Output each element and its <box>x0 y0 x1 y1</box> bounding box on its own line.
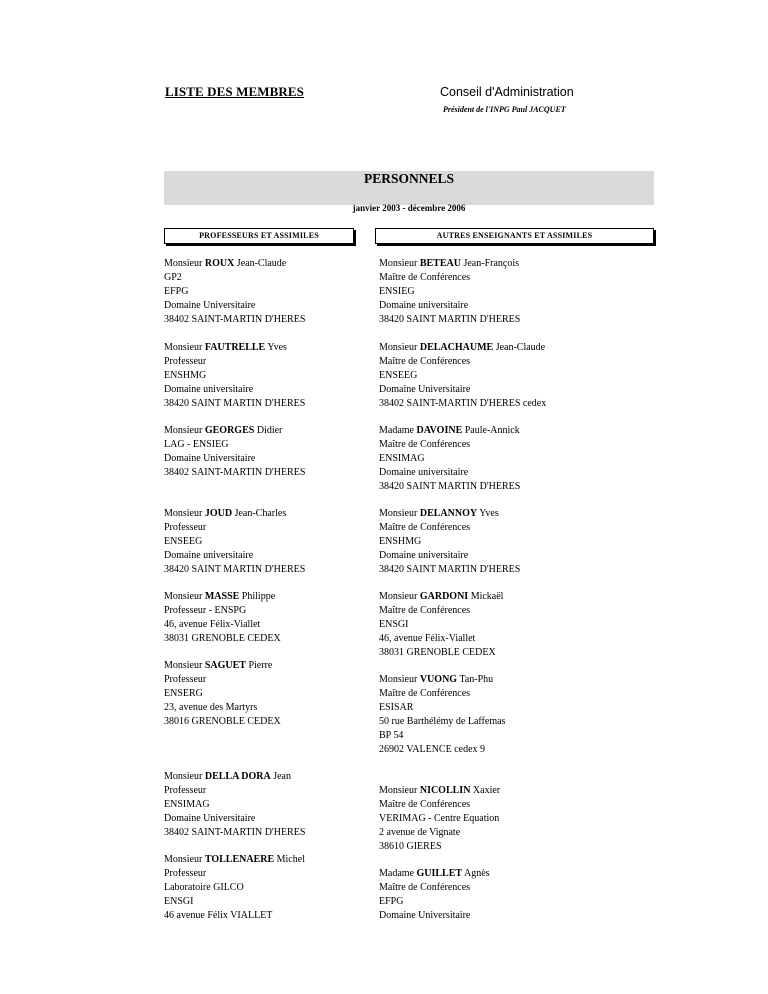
member-detail-line: 26902 VALENCE cedex 9 <box>379 744 486 755</box>
member-detail-line: Maître de Conférences <box>379 272 471 283</box>
section-title: PERSONNELS <box>363 171 455 186</box>
member-civility: Madame <box>379 868 417 879</box>
member-civility: Monsieur <box>379 591 420 602</box>
member-detail-line: Maître de Conférences <box>379 439 471 450</box>
member-detail-line: 38402 SAINT-MARTIN D'HERES <box>164 827 306 838</box>
member-detail-line: ENSIMAG <box>164 799 210 810</box>
member-entry <box>379 341 546 411</box>
member-name <box>164 659 281 673</box>
member-name <box>379 507 520 521</box>
member-name <box>379 673 505 687</box>
member-firstname: Mickaël <box>468 591 504 602</box>
member-surname: DAVOINE <box>416 425 463 436</box>
member-detail-line: 38420 SAINT MARTIN D'HERES <box>164 398 306 409</box>
member-detail-line: Domaine Universitaire <box>164 300 256 311</box>
member-name <box>164 507 305 521</box>
member-detail-line: Domaine Universitaire <box>164 813 256 824</box>
member-firstname: Yves <box>477 508 499 519</box>
member-name <box>379 424 520 438</box>
member-surname: GARDONI <box>419 591 469 602</box>
member-detail-line: Domaine universitaire <box>379 467 469 478</box>
member-detail-line: 38402 SAINT-MARTIN D'HERES <box>164 314 306 325</box>
member-detail-line: 38420 SAINT MARTIN D'HERES <box>379 481 521 492</box>
member-civility: Monsieur <box>164 258 205 269</box>
member-detail-line: 46, avenue Félix-Viallet <box>379 633 476 644</box>
member-detail-line: Domaine universitaire <box>379 550 469 561</box>
member-civility: Monsieur <box>164 425 205 436</box>
member-surname: GEORGES <box>204 425 255 436</box>
member-detail-line: ENSIEG <box>379 286 415 297</box>
member-detail-line: Laboratoire GILCO <box>164 882 244 893</box>
member-detail-line: Professeur - ENSPG <box>164 605 247 616</box>
member-firstname: Yves <box>265 342 287 353</box>
member-entry <box>379 590 503 660</box>
member-name <box>379 784 500 798</box>
member-detail-line: Professeur <box>164 674 207 685</box>
member-entry <box>164 853 305 923</box>
member-detail-line: ENSERG <box>164 688 203 699</box>
member-detail-line: 46 avenue Félix VIALLET <box>164 910 273 921</box>
member-detail-line: GP2 <box>164 272 182 283</box>
member-detail-line: LAG - ENSIEG <box>164 439 229 450</box>
member-detail-line: Maître de Conférences <box>379 882 471 893</box>
member-detail-line: Domaine Universitaire <box>164 453 256 464</box>
member-firstname: Philippe <box>239 591 276 602</box>
member-detail-line: ESISAR <box>379 702 414 713</box>
member-detail-line: EFPG <box>379 896 404 907</box>
member-name <box>379 341 546 355</box>
member-surname: VUONG <box>419 674 458 685</box>
member-name <box>164 424 305 438</box>
member-firstname: Paule-Annick <box>462 425 520 436</box>
member-detail-line: Domaine universitaire <box>164 550 254 561</box>
council-name: Conseil d'Administration <box>440 85 574 99</box>
member-detail-line: ENSEEG <box>379 370 418 381</box>
member-name <box>164 257 305 271</box>
member-detail-line: 38420 SAINT MARTIN D'HERES <box>164 564 306 575</box>
member-detail-line: ENSGI <box>164 896 194 907</box>
member-civility: Monsieur <box>379 258 420 269</box>
member-surname: GUILLET <box>416 868 463 879</box>
left-column-header: PROFESSEURS ET ASSIMILES <box>164 228 354 244</box>
right-column-header: AUTRES ENSEIGNANTS ET ASSIMILES <box>375 228 654 244</box>
member-detail-line: EFPG <box>164 286 189 297</box>
member-entry <box>164 341 305 411</box>
member-surname: DELLA DORA <box>204 771 271 782</box>
member-civility: Monsieur <box>164 591 205 602</box>
member-firstname: Jean <box>270 771 291 782</box>
member-civility: Monsieur <box>164 342 205 353</box>
member-entry <box>164 590 281 646</box>
page-title: LISTE DES MEMBRES <box>165 84 304 99</box>
member-detail-line: BP 54 <box>379 730 404 741</box>
member-civility: Monsieur <box>164 854 205 865</box>
member-detail-line: ENSHMG <box>164 370 207 381</box>
president-line: Président de l'INPG Paul JACQUET <box>443 105 566 114</box>
member-entry <box>379 867 490 923</box>
member-detail-line: Domaine universitaire <box>164 384 254 395</box>
member-detail-line: ENSGI <box>379 619 409 630</box>
member-entry <box>164 424 305 480</box>
member-firstname: Jean-Charles <box>232 508 287 519</box>
member-firstname: Jean-Claude <box>493 342 546 353</box>
member-detail-line: 23, avenue des Martyrs <box>164 702 258 713</box>
member-firstname: Tan-Phu <box>457 674 494 685</box>
member-detail-line: 38016 GRENOBLE CEDEX <box>164 716 281 727</box>
member-detail-line: 38402 SAINT-MARTIN D'HERES <box>164 467 306 478</box>
member-detail-line: Professeur <box>164 522 207 533</box>
member-detail-line: 38031 GRENOBLE CEDEX <box>379 647 496 658</box>
member-firstname: Agnès <box>462 868 490 879</box>
member-detail-line: Maître de Conférences <box>379 356 471 367</box>
member-surname: ROUX <box>204 258 235 269</box>
member-firstname: Jean-François <box>460 258 520 269</box>
member-civility: Monsieur <box>164 771 205 782</box>
member-detail-line: Maître de Conférences <box>379 799 471 810</box>
member-name <box>379 867 490 881</box>
member-surname: SAGUET <box>204 660 246 671</box>
member-detail-line: 38420 SAINT MARTIN D'HERES <box>379 564 521 575</box>
member-detail-line: Domaine Universitaire <box>379 910 471 921</box>
mandate-period: janvier 2003 - décembre 2006 <box>352 203 466 213</box>
member-surname: JOUD <box>204 508 233 519</box>
member-civility: Madame <box>379 425 417 436</box>
member-entry <box>379 507 520 577</box>
member-name <box>379 590 503 604</box>
member-civility: Monsieur <box>164 660 205 671</box>
member-detail-line: Domaine Universitaire <box>379 384 471 395</box>
member-surname: TOLLENAERE <box>204 854 275 865</box>
member-name <box>164 770 305 784</box>
member-detail-line: Professeur <box>164 785 207 796</box>
member-name <box>164 853 305 867</box>
member-entry <box>164 257 305 327</box>
member-detail-line: Professeur <box>164 868 207 879</box>
member-detail-line: Domaine universitaire <box>379 300 469 311</box>
member-detail-line: 38402 SAINT-MARTIN D'HERES cedex <box>379 398 547 409</box>
member-surname: DELACHAUME <box>419 342 494 353</box>
member-name <box>164 341 305 355</box>
member-surname: NICOLLIN <box>419 785 471 796</box>
member-entry <box>164 659 281 729</box>
member-civility: Monsieur <box>379 342 420 353</box>
member-surname: MASSE <box>204 591 240 602</box>
member-detail-line: Professeur <box>164 356 207 367</box>
member-entry <box>379 673 505 757</box>
member-entry <box>164 507 305 577</box>
member-civility: Monsieur <box>379 674 420 685</box>
member-entry <box>379 784 500 854</box>
member-civility: Monsieur <box>164 508 205 519</box>
member-detail-line: VERIMAG - Centre Equation <box>379 813 500 824</box>
member-name <box>379 257 520 271</box>
member-civility: Monsieur <box>379 785 420 796</box>
member-entry <box>379 424 520 494</box>
member-firstname: Jean-Claude <box>234 258 287 269</box>
member-name <box>164 590 281 604</box>
member-entry <box>379 257 520 327</box>
member-surname: BETEAU <box>419 258 461 269</box>
member-detail-line: Maître de Conférences <box>379 688 471 699</box>
member-firstname: Michel <box>274 854 305 865</box>
member-detail-line: 38610 GIERES <box>379 841 442 852</box>
member-entry <box>164 770 305 840</box>
member-detail-line: 50 rue Barthélémy de Laffemas <box>379 716 506 727</box>
member-firstname: Didier <box>254 425 283 436</box>
member-detail-line: ENSIMAG <box>379 453 425 464</box>
member-detail-line: 2 avenue de Vignate <box>379 827 461 838</box>
member-detail-line: ENSEEG <box>164 536 203 547</box>
member-detail-line: Maître de Conférences <box>379 605 471 616</box>
member-civility: Monsieur <box>379 508 420 519</box>
member-firstname: Xaxier <box>470 785 501 796</box>
member-detail-line: 38031 GRENOBLE CEDEX <box>164 633 281 644</box>
member-surname: FAUTRELLE <box>204 342 266 353</box>
member-detail-line: 38420 SAINT MARTIN D'HERES <box>379 314 521 325</box>
member-detail-line: 46, avenue Félix-Viallet <box>164 619 261 630</box>
member-surname: DELANNOY <box>419 508 478 519</box>
member-detail-line: Maître de Conférences <box>379 522 471 533</box>
member-firstname: Pierre <box>245 660 273 671</box>
member-detail-line: ENSHMG <box>379 536 422 547</box>
